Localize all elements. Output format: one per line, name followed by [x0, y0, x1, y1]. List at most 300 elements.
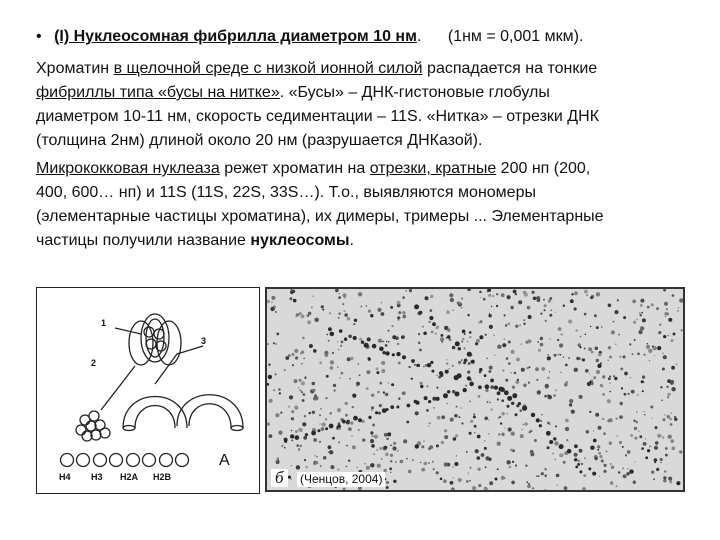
underlined-text: отрезки, кратные [369, 160, 497, 177]
heading-period: . [416, 28, 422, 45]
speckle [366, 305, 367, 306]
speckle [487, 401, 489, 403]
speckle [649, 445, 651, 447]
speckle [485, 334, 487, 336]
speckle [468, 362, 471, 365]
speckle [478, 468, 481, 471]
speckle [584, 457, 586, 459]
text-span: Хроматин [36, 60, 114, 77]
speckle [289, 395, 293, 399]
speckle [447, 328, 450, 331]
speckle [584, 290, 588, 294]
speckle [640, 326, 644, 330]
speckle [393, 442, 396, 445]
speckle [537, 390, 541, 394]
speckle [308, 312, 312, 316]
speckle [421, 445, 424, 448]
speckle [497, 442, 501, 446]
histone-h2b-left [160, 454, 173, 467]
speckle [632, 300, 636, 304]
speckle [276, 333, 279, 336]
speckle [623, 316, 626, 319]
speckle [468, 472, 469, 473]
speckle [597, 364, 601, 368]
speckle [370, 463, 374, 467]
speckle [641, 312, 643, 314]
nucleosome-bead [441, 334, 444, 337]
speckle [665, 454, 668, 457]
speckle [463, 361, 466, 364]
nucleosome-bead [347, 420, 350, 423]
speckle [654, 461, 656, 463]
speckle [374, 435, 378, 439]
speckle [309, 344, 313, 348]
speckle [341, 341, 344, 344]
speckle [284, 447, 286, 449]
speckle [291, 417, 294, 420]
nucleosome-bead [428, 400, 431, 403]
speckle [382, 351, 385, 354]
speckle [371, 444, 375, 448]
nucleosome-bead [485, 384, 490, 389]
speckle [342, 293, 346, 297]
speckle [599, 455, 602, 458]
speckle [466, 451, 468, 453]
speckle [574, 444, 578, 448]
speckle [622, 355, 625, 358]
speckle [431, 331, 434, 334]
speckle [596, 292, 600, 296]
speckle [549, 314, 552, 317]
speckle [654, 355, 655, 356]
nucleosome-bead [353, 336, 357, 340]
speckle [574, 368, 578, 372]
speckle [275, 343, 277, 345]
speckle [568, 320, 572, 324]
nucleosome-bead [553, 437, 556, 440]
speckle [332, 352, 334, 354]
speckle [598, 426, 602, 430]
speckle [408, 366, 410, 368]
label-2: 2 [91, 358, 97, 368]
speckle [376, 449, 378, 451]
speckle [467, 341, 468, 342]
speckle [659, 323, 662, 326]
figure-b-electron-micrograph [265, 287, 685, 492]
speckle [619, 356, 621, 358]
speckle [583, 474, 586, 477]
nucleosome-bead [417, 364, 420, 367]
nucleosome-bead [375, 411, 378, 414]
speckle [550, 338, 551, 339]
speckle [678, 307, 679, 308]
speckle [629, 469, 633, 473]
speckle [362, 438, 365, 441]
nucleosome-bead [471, 360, 475, 364]
nucleosome-bead [536, 418, 540, 422]
speckle [443, 479, 447, 483]
speckle [302, 337, 305, 340]
speckle [453, 437, 456, 440]
speckle [532, 291, 535, 294]
speckle [461, 407, 462, 408]
underlined-text: в щелочной среде с низкой ионной силой [113, 60, 423, 77]
speckle [528, 315, 532, 319]
speckle [277, 457, 280, 460]
speckle [484, 447, 487, 450]
histone-h4-left [61, 454, 74, 467]
speckle [358, 363, 360, 365]
nucleosome-bead [494, 386, 498, 390]
speckle [559, 343, 563, 347]
speckle [590, 296, 593, 299]
speckle [512, 461, 514, 463]
nucleosome-bead [455, 341, 460, 346]
nucleosome-bead [455, 392, 460, 397]
speckle [273, 342, 275, 344]
nucleosome-bead [419, 311, 423, 315]
text-span: распадается на тонкие [422, 60, 598, 77]
speckle [429, 422, 431, 424]
speckle [345, 402, 348, 405]
speckle [290, 291, 294, 295]
speckle [280, 412, 282, 414]
speckle [596, 326, 599, 329]
dna-tube-inner-right [189, 404, 231, 428]
speckle [475, 449, 479, 453]
speckle [390, 306, 393, 309]
speckle [494, 355, 495, 356]
speckle [306, 466, 308, 468]
speckle [507, 295, 511, 299]
speckle [428, 425, 429, 426]
speckle [398, 320, 400, 322]
speckle [561, 334, 563, 336]
speckle [501, 476, 505, 480]
speckle [576, 357, 579, 360]
speckle [677, 310, 679, 312]
speckle [402, 311, 405, 314]
speckle [668, 477, 672, 481]
speckle [381, 312, 385, 316]
speckle [672, 294, 675, 297]
speckle [470, 420, 473, 423]
text-span: . «Бусы» – ДНК-гистоновые глобулы [279, 84, 550, 101]
nucleosome-bead [439, 371, 443, 375]
speckle [540, 420, 542, 422]
speckle [520, 434, 524, 438]
speckle [603, 432, 606, 435]
speckle [658, 331, 661, 334]
nucleosome-bead [458, 347, 461, 350]
speckle [381, 361, 385, 365]
figure-citation: (Ченцов, 2004) [297, 472, 385, 487]
speckle [322, 309, 324, 311]
speckle [663, 335, 666, 338]
speckle [436, 326, 439, 329]
speckle [679, 450, 682, 453]
speckle [661, 400, 663, 402]
histone-h2a-right [143, 454, 156, 467]
speckle [441, 441, 444, 444]
speckle [436, 471, 439, 474]
speckle [276, 460, 280, 464]
nucleosome-bead [402, 355, 406, 359]
speckle [488, 314, 491, 317]
speckle [508, 427, 512, 431]
speckle [356, 385, 358, 387]
speckle [397, 450, 399, 452]
paragraph-chromatin [36, 57, 691, 153]
speckle [656, 445, 657, 446]
speckle [388, 382, 390, 384]
speckle [515, 413, 518, 416]
speckle [569, 403, 572, 406]
speckle [479, 291, 482, 294]
speckle [660, 386, 662, 388]
speckle [614, 310, 618, 314]
speckle [291, 440, 293, 442]
speckle [505, 324, 507, 326]
speckle [671, 366, 675, 370]
speckle [403, 315, 407, 319]
speckle [608, 360, 609, 361]
speckle [517, 379, 519, 381]
speckle [568, 357, 570, 359]
speckle [636, 319, 637, 320]
speckle [489, 481, 493, 485]
speckle [427, 386, 429, 388]
speckle [571, 410, 575, 414]
speckle [565, 419, 569, 423]
speckle [408, 470, 412, 474]
speckle [498, 433, 500, 435]
speckle [673, 333, 676, 336]
speckle [596, 359, 599, 362]
speckle [552, 453, 554, 455]
speckle [520, 409, 523, 412]
speckle [657, 346, 661, 350]
speckle [601, 459, 604, 462]
speckle [312, 382, 316, 386]
text-span: . [349, 232, 354, 249]
speckle [319, 361, 322, 364]
underlined-text: Микрококковая нуклеаза [36, 160, 220, 177]
speckle [500, 422, 502, 424]
speckle [371, 409, 373, 411]
speckle [267, 422, 270, 425]
speckle [340, 345, 342, 347]
underlined-text: фибриллы типа «бусы на нитке» [36, 84, 280, 101]
speckle [501, 412, 504, 415]
nucleosome-bead [567, 449, 572, 454]
speckle [461, 359, 463, 361]
speckle [544, 474, 547, 477]
speckle [278, 388, 280, 390]
speckle [617, 436, 618, 437]
histone-bead [146, 339, 156, 349]
speckle [648, 349, 652, 353]
speckle [328, 445, 332, 449]
speckle [511, 372, 512, 373]
speckle [586, 294, 588, 296]
speckle [657, 434, 661, 438]
speckle [655, 441, 659, 445]
histone-bead [100, 428, 110, 438]
speckle [436, 444, 439, 447]
speckle [351, 435, 352, 436]
nucleosome-bead [546, 431, 551, 436]
speckle [296, 444, 299, 447]
speckle [376, 371, 379, 374]
speckle [662, 436, 664, 438]
speckle [508, 341, 511, 344]
speckle [345, 414, 348, 417]
speckle [269, 434, 273, 438]
speckle [668, 318, 672, 322]
nucleosome-bead [436, 397, 440, 401]
speckle [377, 464, 381, 468]
speckle [295, 356, 298, 359]
speckle [655, 426, 658, 429]
speckle [548, 395, 552, 399]
speckle [492, 295, 494, 297]
speckle [609, 376, 611, 378]
speckle [338, 296, 341, 299]
speckle [420, 382, 423, 385]
speckle [397, 301, 401, 305]
speckle [381, 302, 383, 304]
speckle [473, 413, 475, 415]
speckle [284, 369, 286, 371]
micrograph-texture [267, 289, 683, 490]
speckle [313, 438, 317, 442]
speckle [488, 420, 489, 421]
speckle [634, 437, 637, 440]
speckle [647, 306, 650, 309]
speckle [391, 325, 393, 327]
text-line [36, 157, 691, 181]
speckle [625, 454, 627, 456]
speckle [547, 356, 551, 360]
speckle [510, 306, 513, 309]
speckle [534, 439, 537, 442]
speckle [601, 385, 603, 387]
speckle [469, 331, 472, 334]
speckle [423, 462, 427, 466]
speckle [593, 439, 597, 443]
speckle [590, 326, 591, 327]
nucleosome-bead [379, 347, 384, 352]
speckle [560, 453, 564, 457]
speckle [563, 357, 564, 358]
speckle [377, 391, 380, 394]
speckle [346, 445, 348, 447]
speckle [305, 376, 307, 378]
histone-label-h2a: H2A [120, 472, 139, 482]
speckle [418, 342, 421, 345]
speckle [608, 377, 611, 380]
speckle [565, 381, 568, 384]
nucleosome-bead [317, 429, 320, 432]
speckle [435, 333, 437, 335]
speckle [611, 481, 612, 482]
speckle [349, 378, 351, 380]
speckle [663, 418, 666, 421]
histone-h2a-left [127, 454, 140, 467]
speckle [370, 314, 373, 317]
speckle [630, 377, 632, 379]
speckle [366, 466, 370, 470]
speckle [526, 481, 528, 483]
speckle [377, 308, 381, 312]
speckle [611, 330, 615, 334]
speckle [527, 484, 531, 488]
speckle [371, 406, 374, 409]
nucleosome-bead [344, 338, 347, 341]
speckle [358, 292, 362, 296]
speckle [676, 481, 680, 485]
speckle [638, 330, 642, 334]
speckle [379, 404, 382, 407]
speckle [537, 341, 539, 343]
speckle [624, 372, 628, 376]
speckle [367, 337, 371, 341]
nucleosome-bead [500, 387, 505, 392]
speckle [438, 376, 441, 379]
speckle [484, 417, 488, 421]
speckle [381, 369, 385, 373]
speckle [476, 339, 480, 343]
speckle [636, 421, 639, 424]
speckle [523, 384, 527, 388]
speckle [459, 416, 461, 418]
speckle [329, 450, 333, 454]
speckle [267, 343, 269, 345]
speckle [679, 298, 683, 302]
histone-bead [144, 327, 154, 337]
speckle [302, 422, 306, 426]
speckle [554, 459, 556, 461]
speckle [651, 418, 652, 419]
speckle [437, 416, 441, 420]
text-span: 200 нп (200, [496, 160, 591, 177]
speckle [478, 395, 481, 398]
nucleosome-bead [507, 396, 512, 401]
speckle [449, 338, 452, 341]
speckle [669, 418, 672, 421]
speckle [343, 310, 345, 312]
speckle [597, 449, 599, 451]
speckle [644, 414, 645, 415]
speckle [601, 326, 602, 327]
speckle [523, 323, 525, 325]
speckle [608, 304, 612, 308]
nucleosome-bead [431, 370, 434, 373]
speckle [521, 368, 525, 372]
speckle [511, 402, 514, 405]
speckle [515, 325, 518, 328]
speckle [337, 468, 339, 470]
speckle [289, 297, 292, 300]
speckle [366, 370, 370, 374]
panel-letter-a: A [219, 452, 230, 469]
speckle [288, 354, 291, 357]
speckle [478, 484, 481, 487]
speckle [640, 314, 642, 316]
speckle [541, 472, 544, 475]
speckle [504, 478, 505, 479]
